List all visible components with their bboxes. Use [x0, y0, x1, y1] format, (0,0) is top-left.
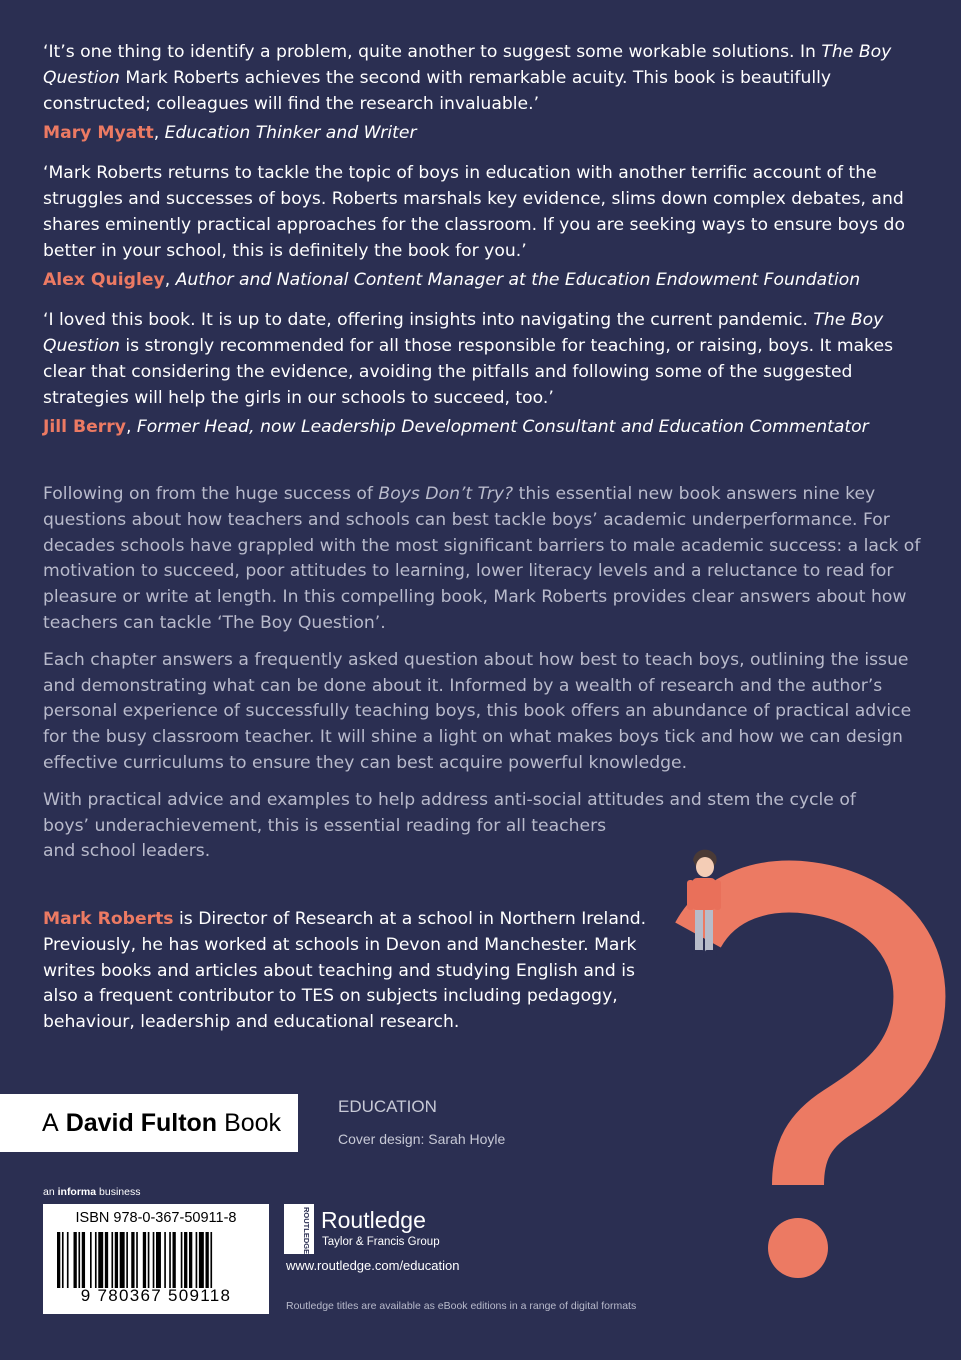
description-paragraph: Each chapter answers a frequently asked question about how best to teach boys, outlining the issue and demonstrating what can be done about it. Informed by a wealth of research and the author’s personal experience of successfully teaching boys, this book offers an abundance of practical advice for the busy classroom teacher. It will shine a light on what makes boys tick and how we can design effective curriculums to ensure they can best acquire powerful knowledge. — [43, 649, 912, 773]
barcode-bar — [143, 1232, 146, 1288]
barcode-bar — [206, 1232, 209, 1288]
publisher-url[interactable]: www.routledge.com/education — [286, 1258, 460, 1273]
endorser-role: Author and National Content Manager at the Education Endowment Foundation — [175, 270, 861, 291]
publisher-tagline: Taylor & Francis Group — [322, 1236, 440, 1248]
barcode-bar — [153, 1232, 155, 1288]
endorser-role: Former Head, now Leadership Development Consultant and Education Commentator — [136, 417, 869, 438]
endorser-name: Mary Myatt — [43, 123, 154, 144]
cover-design-credit: Cover design: Sarah Hoyle — [338, 1131, 506, 1147]
boy-arm-left — [687, 880, 694, 910]
quote-3: ‘I loved this book. It is up to date, offering insights into navigating the current pandemic. The Boy Question is strongly recommended for all those responsible for teaching, or raising, boys. It makes clear that considering the evidence, avoiding the pitfalls and following some of the suggested strategies will help the girls in our schools to succeed, too.’ — [43, 310, 894, 408]
question-mark-dot — [768, 1218, 828, 1278]
barcode-bar — [184, 1232, 187, 1288]
barcode-bar — [131, 1232, 134, 1288]
endorser-name: Jill Berry — [43, 417, 126, 438]
question-mark-boy-illustration — [660, 840, 950, 1280]
isbn-barcode — [43, 1204, 269, 1314]
barcode-bars — [57, 1232, 255, 1288]
barcode-bar — [111, 1232, 113, 1288]
imprint-label: A David Fulton Book — [0, 1094, 298, 1152]
barcode-bar — [126, 1232, 128, 1288]
boy-shirt — [692, 878, 716, 910]
barcode-bar — [173, 1232, 176, 1288]
question-mark-hook — [698, 887, 919, 1185]
barcode-bar — [90, 1232, 92, 1288]
endorser-role: Education Thinker and Writer — [164, 123, 417, 144]
barcode-bar — [181, 1232, 183, 1288]
barcode-bar — [164, 1232, 166, 1288]
barcode-bar — [156, 1232, 161, 1288]
barcode-bar — [57, 1232, 60, 1288]
ebook-availability-note: Routledge titles are available as eBook editions in a range of digital formats — [286, 1300, 637, 1312]
barcode-bar — [136, 1232, 138, 1288]
boy-arm-right — [714, 880, 721, 910]
quote-2: ‘Mark Roberts returns to tackle the topic of boys in education with another terrific account of the struggles and successes of boys. Roberts marshals key evidence, slims down complex debates, and shares eminently practical approaches for the classroom. If you are seeking ways to ensure boys do better in your school, this is definitely the book for you.’ — [43, 163, 905, 261]
boy-legs-left — [695, 910, 703, 952]
boy-shoe-left — [692, 950, 704, 956]
barcode-bar — [189, 1232, 192, 1288]
isbn-digits: 9 780367 509118 — [80, 1286, 232, 1305]
quote-1-attribution: Mary Myatt, Education Thinker and Writer — [43, 123, 417, 144]
quote-2-attribution: Alex Quigley, Author and National Content Manager at the Education Endowment Foundation — [43, 270, 861, 291]
barcode-bar — [62, 1232, 64, 1288]
barcode-bar — [82, 1232, 85, 1288]
barcode-bar — [148, 1232, 150, 1288]
description-paragraph: Following on from the huge success of Boys Don’t Try? this essential new book answers nine key questions about how teachers and schools can best tackle boys’ academic underperformance. For decades schools have grappled with the most significant barriers to male academic success: a lack of motivation to succeed, poor attitudes to learning, lower literacy levels and a reluctance to read for pleasure or write at length. In this compelling book, Mark Roberts provides clear answers about how teachers can tackle ‘The Boy Question’. — [43, 484, 921, 633]
isbn-label: ISBN 978-0-367-50911-8 — [75, 1210, 237, 1226]
barcode-bar — [196, 1232, 198, 1288]
barcode-bar — [74, 1232, 77, 1288]
author-bio: Mark Roberts is Director of Research at a school in Northern Ireland. Previously, he has worked at schools in Devon and Manchester. Mark writes books and articles about teaching and studying English and is also a frequent contributor to TES on subjects including pedagogy, behaviour, leadership and educational research. — [43, 909, 647, 1033]
barcode-bar — [95, 1232, 97, 1288]
book-description — [43, 482, 923, 876]
barcode-bar — [115, 1232, 118, 1288]
boy-shoe-right — [705, 950, 717, 956]
barcode-bar — [120, 1232, 125, 1288]
author-name: Mark Roberts — [43, 909, 174, 929]
svg-text:ROUTLEDGE: ROUTLEDGE — [302, 1207, 311, 1254]
barcode-bar — [105, 1232, 108, 1288]
boy-legs-right — [705, 910, 713, 952]
barcode-bar — [78, 1232, 80, 1288]
description-paragraph: With practical advice and examples to help address anti-social attitudes and stem the cycle of boys’ underachievement, this is essential reading for all teachers and school leaders. — [43, 789, 856, 862]
subject-category: EDUCATION — [338, 1097, 437, 1116]
quote-3-attribution: Jill Berry, Former Head, now Leadership Development Consultant and Education Commentator — [43, 417, 869, 438]
endorser-name: Alex Quigley — [43, 270, 165, 291]
barcode-bar — [67, 1232, 69, 1288]
barcode-bar — [169, 1232, 171, 1288]
barcode-bar — [98, 1232, 103, 1288]
barcode-bar — [199, 1232, 204, 1288]
quote-1: ‘It’s one thing to identify a problem, quite another to suggest some workable solutions. In The Boy Question Mark Roberts achieves the second with remarkable acuity. This book is beautifully constructed; colleagues will find the research invaluable.’ — [43, 42, 892, 114]
barcode-bar — [210, 1232, 212, 1288]
endorsements — [43, 40, 923, 455]
informa-business-label: an informa business — [43, 1186, 141, 1198]
publisher-name: Routledge — [321, 1207, 426, 1233]
boy-head — [696, 857, 714, 877]
routledge-logo-icon — [284, 1204, 314, 1254]
imprint-name: David Fulton — [65, 1108, 218, 1137]
